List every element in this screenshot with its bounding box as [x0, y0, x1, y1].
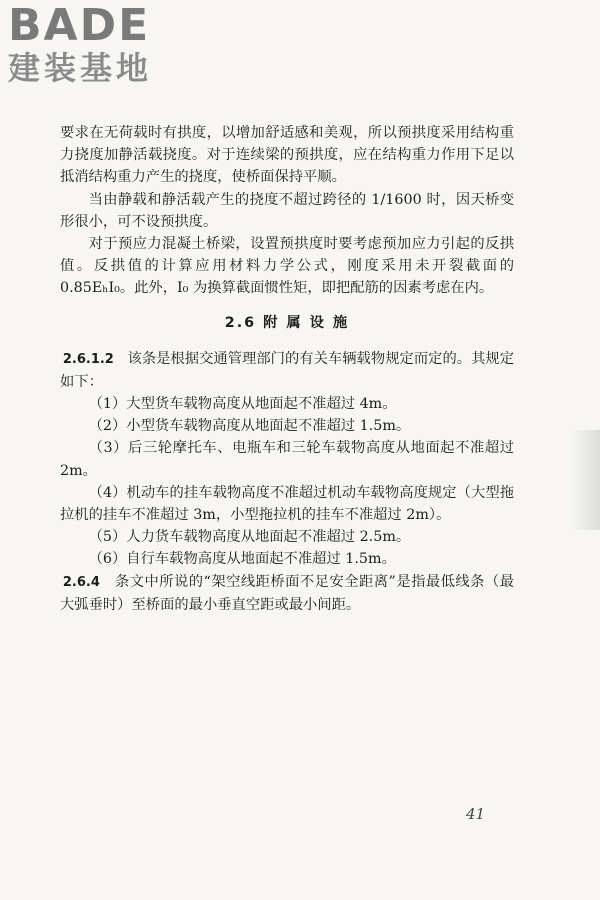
page-edge-shadow	[572, 430, 600, 530]
clause-text: 条文中所说的“架空线距桥面不足安全距离”是指最低线条（最大弧垂时）至桥面的最小垂直空距或最小间距。	[60, 573, 514, 613]
clause-number: 2.6.1.2	[62, 351, 114, 367]
clause-2-6-4	[60, 571, 514, 616]
logo-wordmark: BADE	[8, 0, 151, 51]
page-number: 41	[466, 805, 486, 823]
list-item: （2）小型货车载物高度从地面起不准超过 1.5m。	[88, 418, 411, 435]
list-item: （6）自行车载物高度从地面起不准超过 1.5m。	[88, 551, 396, 568]
section-heading: 2.6 附 属 设 施	[224, 314, 350, 331]
logo	[8, 0, 153, 87]
paragraph-prestress-camber: 要求在无荷载时有拱度，以增加舒适感和美观，所以预拱度采用结构重力挠度加静活载挠度。对于连续梁的预拱度，应在结构重力作用下足以抵消结构重力产生的挠度，使桥面保持平顺。	[60, 125, 514, 186]
logo-subtitle: 建装基地	[8, 49, 153, 87]
list-item: （3）后三轮摩托车、电瓶车和三轮车载物高度从地面起不准超过 2m。	[60, 440, 514, 479]
list-item: （4）机动车的挂车载物高度不准超过机动车载物高度规定（大型拖拉机的挂车不准超过 3m，小型拖拉机的挂车不准超过 2m）。	[60, 484, 514, 524]
paragraph-no-camber: 当由静载和静活载产生的挠度不超过跨径的 1/1600 时，因天桥变形很小，可不设预拱度。	[60, 191, 514, 230]
clause-number: 2.6.4	[62, 574, 100, 590]
list-item: （1）大型货车载物高度从地面起不准超过 4m。	[88, 396, 397, 413]
paragraph-prestressed-concrete: 对于预应力混凝土桥梁，设置预拱度时要考虑预加应力引起的反拱值。反拱值的计算应用材料力学公式，刚度采用未开裂截面的 0.85EₕI₀。此外，I₀ 为换算截面惯性矩，即把配筋的因素考虑在内。	[60, 236, 514, 297]
list-item: （5）人力货车载物高度从地面起不准超过 2.5m。	[88, 529, 411, 546]
clause-2-6-1-2	[60, 348, 514, 393]
clause-text: 该条是根据交通管理部门的有关车辆载物规定而定的。其规定如下：	[60, 350, 514, 390]
page-content	[60, 122, 514, 616]
